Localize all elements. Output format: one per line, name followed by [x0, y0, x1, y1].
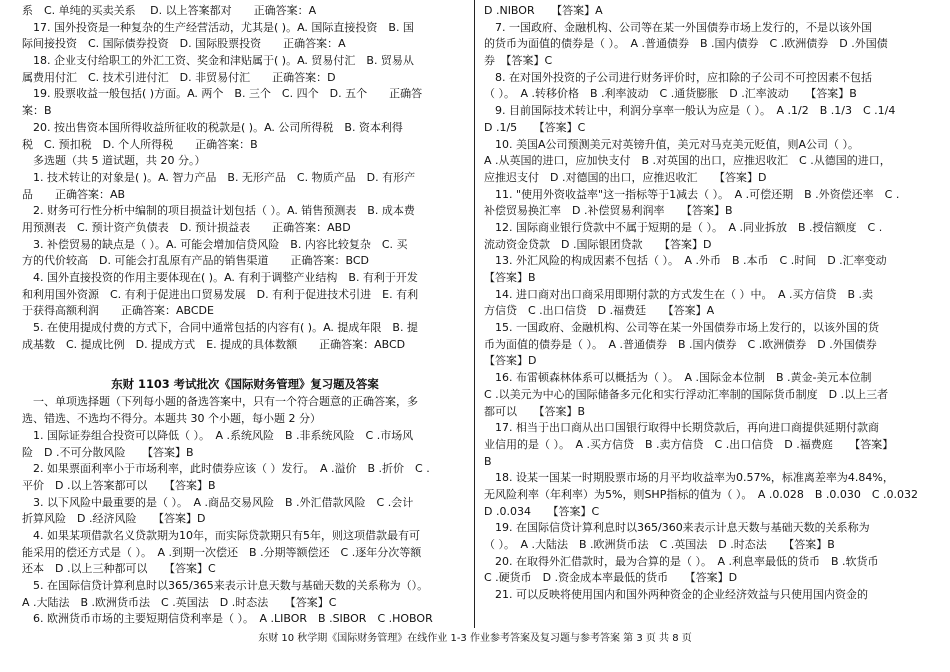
- text-line: 方的代价较高 D. 可能会打乱原有产品的销售渠道 正确答案：BCD: [22, 254, 369, 268]
- text-line: 6. 欧洲货币市场的主要短期信贷利率是（ ）。 A .LIBOR B .SIBOR C .HOBOR: [22, 612, 433, 626]
- text-line: 18. 设某一国某一时期股票市场的月平均收益率为0.57%，标准离差率为4.84%，: [484, 471, 894, 485]
- text-line: D .1/5 【答案】C: [484, 120, 586, 134]
- text-line: 案：B: [22, 104, 52, 118]
- right-column: [484, 3, 934, 604]
- text-line: 币为面值的债券是（ ）。 A .普通债券 B .国内债券 C .欧洲债券 D .外国债券: [484, 337, 877, 351]
- text-line: 方信贷 C .出口信贷 D .福费廷 【答案】A: [484, 304, 715, 318]
- text-line: C .硬货币 D .资金成本率最低的货币 【答案】D: [484, 571, 738, 585]
- text-line: 3. 补偿贸易的缺点是（ ）。A. 可能会增加信贷风险 B. 内容比较复杂 C. 买: [22, 237, 408, 251]
- text-line: 3. 以下风险中最重要的是（ ）。 A .商品交易风险 B .外汇借款风险 C .会计: [22, 495, 414, 509]
- text-line: 税 C. 预扣税 D. 个人所得税 正确答案：B: [22, 137, 258, 151]
- text-line: 多选题（共 5 道试题，共 20 分。）: [22, 154, 206, 168]
- text-line: 8. 在对国外投资的子公司进行财务评价时，应扣除的子公司不可控因素不包括: [484, 70, 872, 84]
- text-line: 1. 技术转让的对象是( )。A. 智力产品 B. 无形产品 C. 物质产品 D. 有形产: [22, 170, 416, 184]
- text-line: 18. 企业支付给职工的外汇工资、奖金和津贴属于( )。A. 贸易付汇 B. 贸易从: [22, 54, 414, 68]
- text-line: 成基数 C. 提成比例 D. 提成方式 E. 提成的具体数额 正确答案：ABCD: [22, 337, 406, 351]
- text-line: 流动资金贷款 D .国际银团贷款 【答案】D: [484, 237, 712, 251]
- text-line: 用预测表 C. 预计资产负债表 D. 预计损益表 正确答案：ABD: [22, 220, 351, 234]
- text-line: 17. 国外投资是一种复杂的生产经营活动，尤其是( )。A. 国际直接投资 B. 国: [22, 20, 414, 34]
- text-line: 和利用国外资源 C. 有利于促进出口贸易发展 D. 有利于促进技术引进 E. 有利: [22, 287, 419, 301]
- text-line: 选、错选、不选均不得分。本题共 30 个小题，每小题 2 分）: [22, 412, 321, 426]
- text-line: 系 C. 单纯的买卖关系 D. 以上答案都对 正确答案：A: [22, 4, 317, 17]
- left-column: [22, 3, 468, 628]
- text-line: （ ）。 A .大陆法 B .欧洲货币法 C .英国法 D .时态法 【答案】B: [484, 538, 835, 551]
- text-line: 12. 国际商业银行贷款中不属于短期的是（ ）。 A .同业拆放 B .授信额度 C .: [484, 220, 883, 234]
- text-line: 一、单项选择题（下列每小题的备选答案中，只有一个符合题意的正确答案，多: [22, 395, 418, 409]
- text-line: 9. 目前国际技术转让中，利润分享率一般认为应是（ ）。 A .1/2 B .1/3 C .1/4: [484, 104, 896, 118]
- text-line: 7. 一国政府、金融机构、公司等在某一外国债券市场上发行的，不是以该外国: [484, 20, 872, 34]
- text-line: 13. 外汇风险的构成因素不包括（ ）。 A .外币 B .本币 C .时间 D .汇率变动: [484, 254, 887, 268]
- text-line: 业信用的是（ ）。 A .买方信贷 B .卖方信贷 C .出口信贷 D .福费庭 【答案】: [484, 437, 894, 451]
- right-text-block: [484, 3, 934, 604]
- text-line: 都可以 【答案】B: [484, 404, 586, 418]
- left-text-block-a: [22, 3, 468, 353]
- text-line: 5. 在使用提成付费的方式下，合同中通常包括的内容有( )。A. 提成年限 B. 提: [22, 321, 418, 335]
- text-line: 19. 股票收益一般包括( )方面。A. 两个 B. 三个 C. 四个 D. 五个 正确答: [22, 87, 423, 101]
- text-line: 【答案】B: [484, 271, 536, 284]
- text-line: 品 正确答案：AB: [22, 187, 126, 201]
- text-line: 15. 一国政府、金融机构、公司等在某一外国债券市场上发行的，以该外国的货: [484, 321, 879, 335]
- text-line: 际间接投资 C. 国际债券投资 D. 国际股票投资 正确答案：A: [22, 37, 346, 51]
- text-line: 17. 相当于出口商从出口国银行取得中长期贷款后，再向进口商提供延期付款商: [484, 421, 879, 435]
- text-line: 19. 在国际信贷计算利息时以365/360来表示计息天数与基础天数的关系称为: [484, 521, 870, 535]
- text-line: 4. 国外直接投资的作用主要体现在( )。A. 有利于调整产业结构 B. 有利于开发: [22, 271, 418, 284]
- text-line: 无风险利率（年利率）为5%，则SHP指标的值为（ ）。 A .0.028 B .0.030 C .0.032: [484, 487, 919, 501]
- text-line: 16. 布雷顿森林体系可以概括为（ ）。 A .国际金本位制 B .黄金-美元本位制: [484, 371, 872, 385]
- text-line: 的货币为面值的债券是（ ）。 A .普通债券 B .国内债券 C .欧洲债券 D .外国债: [484, 37, 888, 51]
- text-line: 20. 按出售资本国所得收益所征收的税款是( )。A. 公司所得税 B. 资本利得: [22, 120, 403, 134]
- text-line: 21. 可以反映将使用国内和国外两种资金的企业经济效益与只使用国内资金的: [484, 588, 868, 602]
- text-line: 折算风险 D .经济风险 【答案】D: [22, 512, 206, 526]
- text-line: D .NIBOR 【答案】A: [484, 4, 603, 17]
- page-footer: 东财 10 秋学期《国际财务管理》在线作业 1-3 作业参考答案及复习题与参考答案 第 3 页 共 8 页: [258, 633, 692, 644]
- text-line: B: [484, 454, 492, 468]
- text-line: 属费用付汇 C. 技术引进付汇 D. 非贸易付汇 正确答案：D: [22, 70, 336, 84]
- text-line: （ ）。 A .转移价格 B .利率波动 C .通货膨胀 D .汇率波动 【答案】B: [484, 87, 857, 101]
- text-line: 还本 D .以上三种都可以 【答案】C: [22, 562, 216, 576]
- text-line: 应推迟支付 D .对德国的出口，应推迟收汇 【答案】D: [484, 170, 767, 184]
- text-line: 券 【答案】C: [484, 54, 553, 68]
- text-line: 5. 在国际信贷计算利息时以365/365来表示计息天数与基础天数的关系称为（）。: [22, 579, 429, 592]
- text-line: 【答案】D: [484, 354, 537, 368]
- text-line: 1. 国际证券组合投资可以降低（ ）。 A .系统风险 B .非系统风险 C .市场风: [22, 428, 414, 442]
- text-line: 10. 美国A公司预测美元对英镑升值，美元对马克美元贬值，则A公司（ ）。: [484, 137, 860, 151]
- text-line: 20. 在取得外汇借款时，最为合算的是（ ）。 A .利息率最低的货币 B .软货币: [484, 554, 879, 568]
- text-line: 平价 D .以上答案都可以 【答案】B: [22, 478, 216, 492]
- text-line: 11. "使用外资收益率"这一指标等于1减去（ ）。 A .可偿还期 B .外资偿还率 C .: [484, 187, 900, 201]
- text-line: 补偿贸易换汇率 D .补偿贸易利润率 【答案】B: [484, 204, 733, 218]
- text-line: A .从英国的进口，应加快支付 B .对英国的出口，应推迟收汇 C .从德国的进口，: [484, 154, 891, 168]
- text-line: 14. 进口商对出口商采用即期付款的方式发生在（ ）中。 A .买方信贷 B .卖: [484, 287, 874, 301]
- text-line: D .0.034 【答案】C: [484, 504, 600, 518]
- text-line: 能采用的偿还方式是（ ）。 A .到期一次偿还 B .分期等额偿还 C .逐年分次等额: [22, 545, 422, 559]
- text-line: 于获得高额利润 正确答案：ABCDE: [22, 304, 214, 318]
- column-divider: [474, 0, 475, 628]
- text-line: 2. 如果票面利率小于市场利率，此时债券应该（ ）发行。 A .溢价 B .折价 C .: [22, 462, 430, 476]
- text-line: 险 D .不可分散风险 【答案】B: [22, 445, 194, 459]
- text-line: C .以美元为中心的国际储备多元化和实行浮动汇率制的国际货币制度 D .以上三者: [484, 387, 889, 401]
- left-text-block-b: [22, 394, 468, 628]
- text-line: 4. 如果某项借款名义贷款期为10年，而实际贷款期只有5年，则这项借款最有可: [22, 528, 420, 542]
- section-heading: 东财 1103 考试批次《国际财务管理》复习题及答案: [111, 377, 379, 392]
- text-line: 2. 财务可行性分析中编制的项目损益计划包括（ ）。A. 销售预测表 B. 成本费: [22, 204, 415, 218]
- text-line: A .大陆法 B .欧洲货币法 C .英国法 D .时态法 【答案】C: [22, 595, 337, 609]
